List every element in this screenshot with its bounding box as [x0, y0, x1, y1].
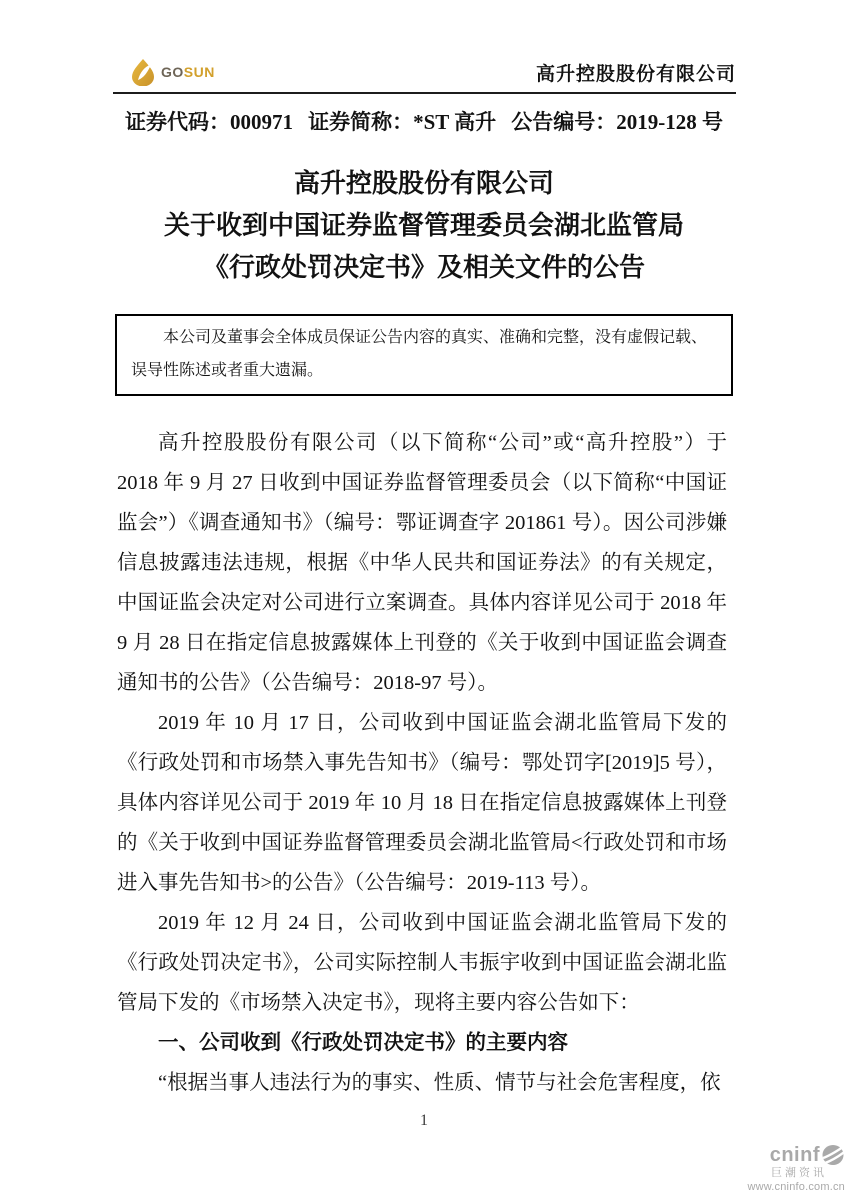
- section-heading: 一、公司收到《行政处罚决定书》的主要内容: [158, 1032, 568, 1054]
- logo-brand-text: [161, 64, 215, 80]
- title-line-3: 《行政处罚决定书》及相关文件的公告: [202, 253, 645, 282]
- cninfo-brand-row: [715, 1144, 845, 1166]
- gosun-droplet-icon: [130, 58, 156, 86]
- title-line-2: 关于收到中国证券监督管理委员会湖北监管局: [163, 211, 684, 240]
- cninfo-chinese-name: 巨潮资讯: [771, 1167, 827, 1179]
- cninfo-brand-text: cninf: [769, 1144, 820, 1166]
- securities-code-value: 000971: [230, 110, 293, 134]
- announcement-number-label: 公告编号：: [511, 110, 617, 134]
- securities-abbr: [308, 106, 496, 136]
- body-paragraph-3: 2019 年 12 月 24 日，公司收到中国证监会湖北监管局下发的《行政处罚决定书》，公司实际控制人韦振宇收到中国证监会湖北监管局下发的《市场禁入决定书》，现将主要内容公告如下：: [117, 912, 727, 1014]
- cninfo-logo: [715, 1144, 845, 1193]
- body-paragraph-2: 2019 年 10 月 17 日，公司收到中国证监会湖北监管局下发的《行政处罚和市场禁入事先告知书》（编号：鄂处罚字[2019]5 号），具体内容详见公司于 2019 年 10 月 18 日在指定信息披露媒体上刊登的《关于收到中国证券监督管理委员会湖北监管局<行政处罚和市场进入事先告知书>的公告》（公告编号：2019-113 号）。: [117, 712, 727, 894]
- page-number: 1: [420, 1112, 428, 1129]
- cninfo-url: www.cninfo.com.cn: [747, 1181, 845, 1193]
- securities-abbr-value: *ST 高升: [413, 110, 497, 134]
- logo-text-sun: SUN: [183, 64, 215, 80]
- gosun-logo: [130, 58, 215, 86]
- title-line-1: 高升控股股份有限公司: [293, 169, 554, 198]
- cninfo-globe-icon: [821, 1144, 845, 1166]
- announcement-body: [117, 423, 727, 1103]
- body-paragraph-4: “根据当事人违法行为的事实、性质、情节与社会危害程度，依: [158, 1072, 721, 1094]
- announcement-number: [511, 106, 723, 136]
- securities-code: [125, 106, 293, 136]
- announcement-title: [0, 163, 848, 289]
- header-company-name: 高升控股股份有限公司: [535, 64, 736, 85]
- logo-text-go: GO: [161, 64, 184, 80]
- page-header: [113, 54, 736, 94]
- disclaimer-line-1: 本公司及董事会全体成员保证公告内容的真实、准确和完整，没有虚假记载、: [163, 329, 708, 346]
- announcement-number-value: 2019-128 号: [616, 110, 723, 134]
- body-paragraph-1: 高升控股股份有限公司（以下简称“公司”或“高升控股”）于 2018 年 9 月 27 日收到中国证券监督管理委员会（以下简称“中国证监会”）《调查通知书》（编号：鄂证调查字 201861 号）。因公司涉嫌信息披露违法违规，根据《中华人民共和国证券法》的有关规定，中国证监会决定对公司进行立案调查。具体内容详见公司于 2018 年 9 月 28 日在指定信息披露媒体上刊登的《关于收到中国证监会调查通知书的公告》（公告编号：2018-97 号）。: [117, 432, 727, 694]
- disclaimer-line-2: 误导性陈述或者重大遗漏。: [131, 362, 324, 379]
- disclaimer-box: [115, 314, 733, 396]
- securities-abbr-label: 证券简称：: [308, 110, 414, 134]
- securities-info-line: [125, 106, 723, 136]
- securities-code-label: 证券代码：: [125, 110, 230, 134]
